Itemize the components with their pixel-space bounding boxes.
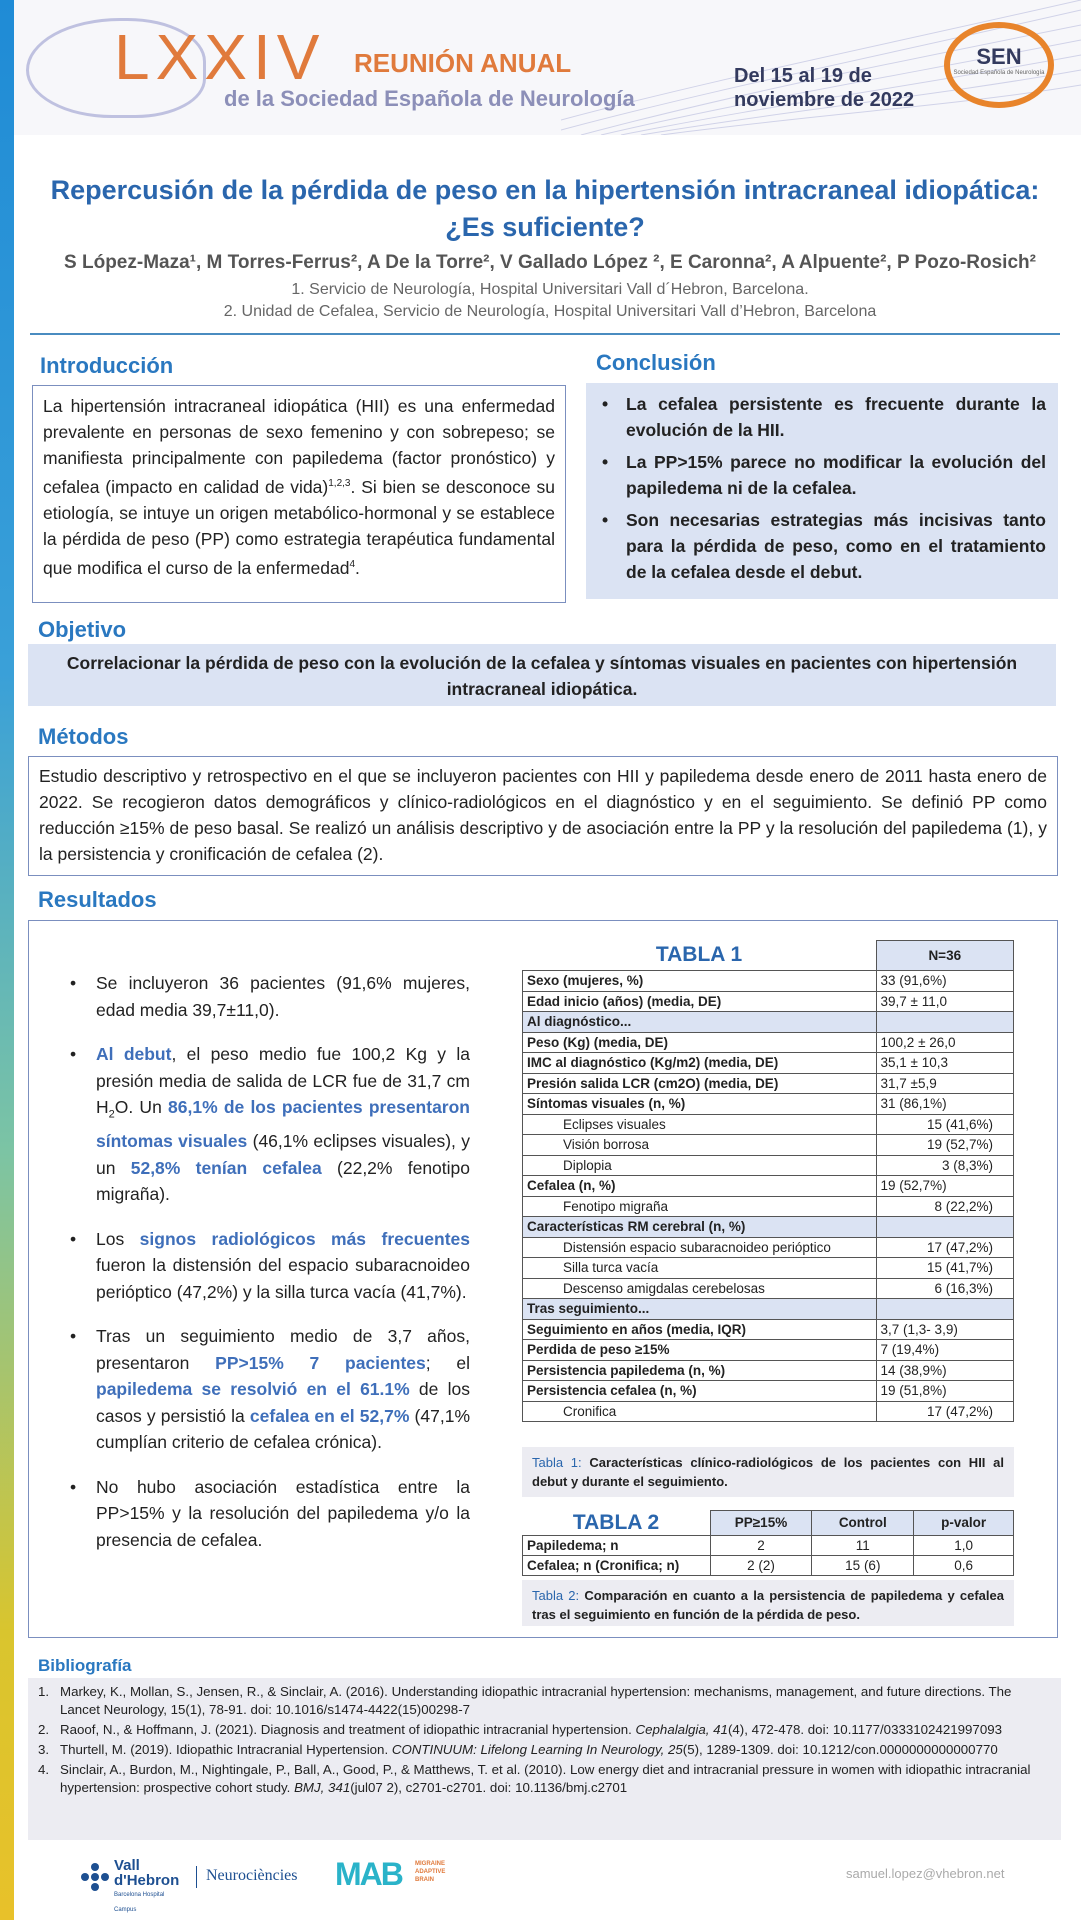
- table-cell-value: [876, 1012, 1013, 1033]
- table-row: [523, 991, 1014, 1012]
- table-cell-value: [876, 1299, 1013, 1320]
- table-cell-value: 31 (86,1%): [876, 1094, 1013, 1115]
- table-cell-value: 3 (8,3%): [876, 1155, 1013, 1176]
- table-cell-value: 19 (51,8%): [876, 1381, 1013, 1402]
- congress-number: LXXIV: [114, 21, 326, 93]
- table-row: [523, 1401, 1014, 1422]
- table-cell-label: Persistencia cefalea (n, %): [523, 1381, 877, 1402]
- table-cell-value: 33 (91,6%): [876, 971, 1013, 992]
- table-cell-label: Seguimiento en años (media, IQR): [523, 1319, 877, 1340]
- congress-label: REUNIÓN ANUAL: [354, 48, 572, 78]
- table-row: [523, 1073, 1014, 1094]
- table-cell-label: Eclipses visuales: [523, 1114, 877, 1135]
- results-item: • Tras un seguimiento medio de 3,7 años, presentaron PP>15% 7 pacientes; el papiledema se resolvió en el 61.1% de los casos y persistió la cefalea en el 52,7% (47,1% cumplían criterio de cefalea crónica).: [70, 1323, 470, 1456]
- bibliography-item: 4. Sinclair, A., Burdon, M., Nightingale, P., Ball, A., Good, P., & Matthews, T. et al. (2010). Low energy diet and intracranial pressure in women with idiopathic intracranial hypertension: prospective cohort study. BMJ, 341(jul07 2), c2701-c2701. doi: 10.1136/bmj.c2701: [38, 1762, 1031, 1795]
- table-cell-label: Cefalea (n, %): [523, 1176, 877, 1197]
- table-cell-label: Diplopia: [523, 1155, 877, 1176]
- table-row: [523, 1176, 1014, 1197]
- table-cell-value: 39,7 ± 11,0: [876, 991, 1013, 1012]
- poster-title: Repercusión de la pérdida de peso en la hipertensión intracraneal idiopática: ¿Es suficiente?: [50, 175, 1040, 242]
- vall-hebron-cross-icon: [80, 1862, 110, 1892]
- table-row: Papiledema; n 2 11 1,0: [523, 1535, 1014, 1555]
- conclusion-item: • La cefalea persistente es frecuente durante la evolución de la HII.: [596, 391, 1046, 443]
- table-row: [523, 1032, 1014, 1053]
- table-row: [523, 1155, 1014, 1176]
- table-cell-label: Descenso amigdalas cerebelosas: [523, 1278, 877, 1299]
- table-cell-value: 31,7 ±5,9: [876, 1073, 1013, 1094]
- bibliography-item: 1. Markey, K., Mollan, S., Jensen, R., & Sinclair, A. (2016). Understanding idiopathic intracranial hypertension: mechanisms, management, and future directions. The Lancet Neurology, 15(1), 78-91. doi: 10.1016/s1474-4422(15)00298-7: [38, 1684, 1012, 1717]
- table-cell-label: Presión salida LCR (cm2O) (media, DE): [523, 1073, 877, 1094]
- society-name: de la Sociedad Española de Neurología: [224, 86, 635, 111]
- table-cell-value: 19 (52,7%): [876, 1135, 1013, 1156]
- table-row: [523, 1094, 1014, 1115]
- table-cell-value: 19 (52,7%): [876, 1176, 1013, 1197]
- left-color-bar: [0, 0, 14, 1920]
- table-2-col-header: PP≥15%: [710, 1511, 812, 1536]
- table-cell-label: Sexo (mujeres, %): [523, 971, 877, 992]
- mab-logo-sub: MIGRAINE ADAPTIVE BRAIN: [415, 1861, 446, 1883]
- intro-text-c: .: [355, 557, 360, 578]
- table-cell-label: Tras seguimiento...: [523, 1299, 877, 1320]
- table-cell-label: Fenotipo migraña: [523, 1196, 877, 1217]
- table-cell-label: Distensión espacio subaracnoideo perióptico: [523, 1237, 877, 1258]
- table-cell-label: Características RM cerebral (n, %): [523, 1217, 877, 1238]
- vall-hebron-logo: Vall d'Hebron Barcelona Hospital Campus: [114, 1857, 180, 1913]
- table-cell-label: Visión borrosa: [523, 1135, 877, 1156]
- table-row: [523, 1237, 1014, 1258]
- table-cell-value: 15 (41,6%): [876, 1114, 1013, 1135]
- intro-heading: Introducción: [40, 353, 174, 378]
- table-cell-label: IMC al diagnóstico (Kg/m2) (media, DE): [523, 1053, 877, 1074]
- table-row: [523, 1114, 1014, 1135]
- authors: S López-Maza¹, M Torres-Ferrus², A De la Torre², V Gallado López ², E Caronna², A Alpuente², P Pozo-Rosich²: [64, 252, 1036, 273]
- congress-header: [14, 0, 1081, 135]
- table-cell-label: Cronifica: [523, 1401, 877, 1422]
- table-cell-label: Síntomas visuales (n, %): [523, 1094, 877, 1115]
- table-cell-value: 35,1 ± 10,3: [876, 1053, 1013, 1074]
- intro-text-a: La hipertensión intracraneal idiopática (HII) es una enfermedad prevalente en personas de sexo femenino y con sobrepeso; se manifiesta principalmente con papiledema (factor pronóstico) y cefalea (impacto en calidad de vida): [43, 396, 555, 497]
- affiliation-2: 2. Unidad de Cefalea, Servicio de Neurología, Hospital Universitari Vall d’Hebron, Barcelona: [223, 303, 877, 320]
- table-row: [523, 1217, 1014, 1238]
- table-row: [523, 1299, 1014, 1320]
- table-row: [523, 1381, 1014, 1402]
- table-row: [523, 971, 1014, 992]
- table-1-col-header: N=36: [876, 941, 1013, 971]
- table-row: [523, 1319, 1014, 1340]
- table-cell-value: 15 (41,7%): [876, 1258, 1013, 1279]
- affiliation-1: 1. Servicio de Neurología, Hospital Universitari Vall d´Hebron, Barcelona.: [291, 281, 809, 298]
- title-divider: [30, 333, 1060, 335]
- sen-logo-text: SEN: [976, 44, 1022, 69]
- footer-divider: [196, 1866, 197, 1888]
- conclusion-heading: Conclusión: [596, 350, 716, 375]
- congress-dates: [734, 64, 914, 112]
- bibliography-item: 3. Thurtell, M. (2019). Idiopathic Intracranial Hypertension. CONTINUUM: Lifelong Learning In Neurology, 25(5), 1289-1309. doi: 10.1212/con.0000000000000770: [38, 1742, 998, 1757]
- table-cell-value: 14 (38,9%): [876, 1360, 1013, 1381]
- dates-line-2: noviembre de 2022: [734, 89, 915, 111]
- table-1: [522, 940, 1014, 1422]
- mab-logo: MAB: [335, 1856, 402, 1892]
- results-item: • Al debut, el peso medio fue 100,2 Kg y la presión media de salida de LCR fue de 31,7 cm $H_2O$. Un 86,1% de los pacientes presentaron síntomas visuales (46,1% eclipses visuales), y un 52,8% tenían cefalea (22,2% fenotipo migraña).: [70, 1041, 470, 1208]
- table-cell-value: [876, 1217, 1013, 1238]
- results-heading: Resultados: [38, 887, 157, 912]
- intro-sup-a: 1,2,3: [328, 478, 351, 489]
- contact-email[interactable]: samuel.lopez@vhebron.net: [846, 1866, 1005, 1881]
- table-row: [523, 1012, 1014, 1033]
- table-cell-label: Silla turca vacía: [523, 1258, 877, 1279]
- table-row: Cefalea; n (Cronifica; n) 2 (2) 15 (6) 0,6: [523, 1555, 1014, 1575]
- sen-logo: [944, 22, 1054, 108]
- bibliography-item: 2. Raoof, N., & Hoffmann, J. (2021). Diagnosis and treatment of idiopathic intracranial hypertension. Cephalalgia, 41(4), 472-478. doi: 10.1177/0333102421997093: [38, 1722, 1003, 1737]
- table-row: [523, 1360, 1014, 1381]
- methods-heading: Métodos: [38, 724, 129, 749]
- table-cell-label: Peso (Kg) (media, DE): [523, 1032, 877, 1053]
- table-2-col-header: Control: [812, 1511, 914, 1536]
- table-cell-label: Perdida de peso ≥15%: [523, 1340, 877, 1361]
- dates-line-1: Del 15 al 19 de: [734, 65, 872, 87]
- objective-heading: Objetivo: [38, 617, 127, 642]
- sen-logo-sub: Sociedad Española de Neurología: [953, 70, 1045, 76]
- conclusion-item: • La PP>15% parece no modificar la evolución del papiledema ni de la cefalea.: [596, 449, 1046, 501]
- table-1-title: TABLA 1: [655, 943, 743, 967]
- intro-sup-b: 4: [349, 558, 355, 570]
- intro-box: [32, 385, 566, 603]
- conclusion-item: • Son necesarias estrategias más incisivas tanto para la pérdida de peso, como en el tratamiento de la cefalea desde el debut.: [596, 507, 1046, 585]
- objective-box: Correlacionar la pérdida de peso con la evolución de la cefalea y síntomas visuales en pacientes con hipertensión intracraneal idiopática.: [28, 644, 1056, 706]
- neurociencies-label: Neurociències: [206, 1867, 298, 1884]
- table-row: [523, 1135, 1014, 1156]
- table-2-caption: Tabla 2: Comparación en cuanto a la persistencia de papiledema y cefalea tras el seguimiento en función de la pérdida de peso.: [522, 1580, 1014, 1626]
- results-item: • Los signos radiológicos más frecuentes fueron la distensión del espacio subaracnoideo perióptico (47,2%) y la silla turca vacía (41,7%).: [70, 1226, 470, 1306]
- table-1-caption: Tabla 1: Características clínico-radiológicos de los pacientes con HII al debut y durante el seguimiento.: [522, 1447, 1014, 1497]
- results-bullets: [70, 970, 470, 1571]
- table-cell-value: 8 (22,2%): [876, 1196, 1013, 1217]
- table-cell-label: Edad inicio (años) (media, DE): [523, 991, 877, 1012]
- table-row: [523, 1258, 1014, 1279]
- results-item: • No hubo asociación estadística entre la PP>15% y la resolución del papiledema y/o la presencia de cefalea.: [70, 1474, 470, 1554]
- table-cell-value: 17 (47,2%): [876, 1237, 1013, 1258]
- table-row: [523, 1278, 1014, 1299]
- methods-box: Estudio descriptivo y retrospectivo en el que se incluyeron pacientes con HII y papiledema desde enero de 2011 hasta enero de 2022. Se recogieron datos demográficos y clínico-radiológicos en el diagnóstico y en el seguimiento. Se definió PP como reducción ≥15% de peso basal. Se realizó un análisis descriptivo y de asociación entre la PP y la resolución del papiledema (1), y la persistencia y cronificación de cefalea (2).: [28, 756, 1058, 876]
- bibliography-heading: Bibliografía: [38, 1656, 132, 1675]
- table-2-title: TABLA 2: [572, 1510, 660, 1534]
- intro-text-b: . Si bien se desconoce su etiología, se intuye un origen metabólico-hormonal y se establece la pérdida de peso (PP) como estrategia terapéutica fundamental que modifica el curso de la enfermedad: [43, 476, 555, 578]
- table-cell-value: 7 (19,4%): [876, 1340, 1013, 1361]
- table-2-col-header: p-valor: [914, 1511, 1014, 1536]
- table-row: [523, 1340, 1014, 1361]
- table-cell-value: 6 (16,3%): [876, 1278, 1013, 1299]
- table-cell-value: 100,2 ± 26,0: [876, 1032, 1013, 1053]
- table-cell-label: Al diagnóstico...: [523, 1012, 877, 1033]
- table-2: [522, 1510, 1014, 1576]
- bibliography-list: [28, 1678, 1061, 1840]
- table-cell-value: 3,7 (1,3- 3,9): [876, 1319, 1013, 1340]
- table-row: [523, 1053, 1014, 1074]
- table-row: [523, 1196, 1014, 1217]
- table-cell-value: 17 (47,2%): [876, 1401, 1013, 1422]
- table-cell-label: Persistencia papiledema (n, %): [523, 1360, 877, 1381]
- results-item: • Se incluyeron 36 pacientes (91,6% mujeres, edad media 39,7±11,0).: [70, 970, 470, 1023]
- conclusion-box: [586, 383, 1058, 599]
